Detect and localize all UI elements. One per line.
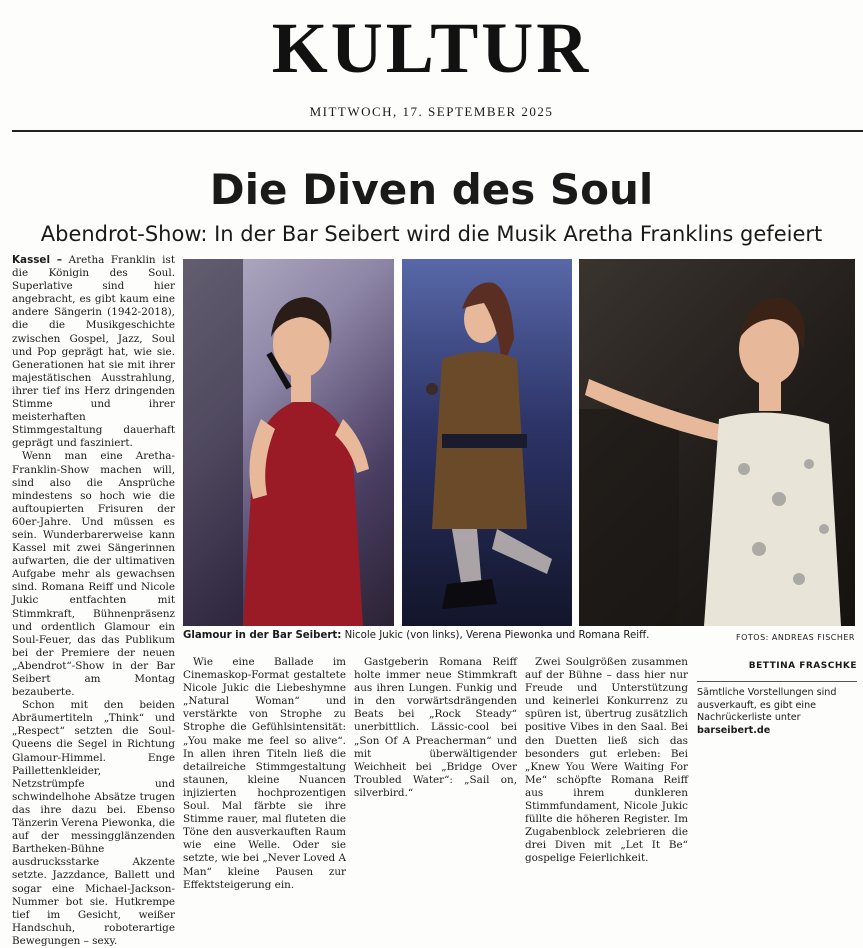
caption-text: Nicole Jukic (von links), Verena Piewonka und Romana Reiff. [344,630,650,641]
article-author: BETTINA FRASCHKE [748,661,857,671]
article-column-1 [12,254,175,948]
singer-red-dress-illustration [183,259,394,626]
paragraph [12,254,175,450]
article-column-4 [525,656,688,866]
photo-caption [183,629,855,647]
photo-romana-reiff [579,259,855,626]
paragraph-text: Schon mit den beiden Abräumertiteln „Think“ und „Respect“ setzten die Soul-Queens die Segel in Richtung Glamour-Himmel. Enge Paillettenkleider, Netzstrümpfe und schwindelhohe Absätze trugen das ihre dazu bei. Ebenso Tänzerin Verena Piewonka, die auf der messingglänzenden Bartheken-Bühne ausdrucksstarke Akzente setzte. Jazzdance, Ballett und sogar eine Michael-Jackson-Nummer bot sie. Hutkrempe tief im Gesicht, weißer Handschuh, roboterartige Bewegungen – sexy. [12,699,175,947]
note-divider [697,681,857,682]
paragraph [12,699,175,948]
photo-verena-piewonka [402,259,572,626]
dateline: Kassel – [12,254,63,266]
paragraph: Wenn man eine Aretha-Franklin-Show machen will, sind also die Ansprüche mindestens so hoch wie die auftoupierten Frisuren der 60er-Jahre. Und müssen es sein. Wunderbarerweise kann Kassel mit zwei Sängerinnen aufwarten, die der ultimativen Aufgabe mehr als gewachsen sind. Romana Reiff und Nicole Jukic entfachten mit Stimmkraft, Bühnenpräsenz und ordentlich Glamour ein Soul-Feuer, das das Publikum bei der Premiere der neuen „Abendrot“-Show in der Bar Seibert am Montag bezauberte. [12,450,175,699]
masthead-rule [12,130,863,132]
article-column-5 [697,656,857,737]
photo-nicole-jukic [183,259,394,626]
note-link[interactable]: barseibert.de [697,724,771,736]
paragraph-text: Aretha Franklin ist die Königin des Soul. Superlative sind hier angebracht, es gibt kaum eine andere Sängerin (1942-2018), die die Musikgeschichte zwischen Gospel, Jazz, Soul und Pop geprägt hat, wie sie. Generationen hat sie mit ihrer majestätischen Ausstrahlung, ihrer tief ins Herz dringenden Stimme und ihrer meisterhaften Stimmgestaltung dauerhaft geprägt und fasziniert. [12,254,175,450]
ticket-note [697,687,857,737]
article-subhead: Abendrot-Show: In der Bar Seibert wird die Musik Aretha Franklins gefeiert [40,222,823,246]
paragraph: Gastgeberin Romana Reiff holte immer neue Stimmkraft aus ihren Lungen. Funkig und in den vorwärtsdrängenden Beats bei „Rock Steady“ unerbittlich. Lässic-cool bei „Son Of A Preacherman“ und mit überwältigender Weichheit bei „Bridge Over Troubled Water“: „Sail on, silverbird.“ [354,656,517,799]
caption-lead: Glamour in der Bar Seibert: [183,630,342,641]
dancer-leopard-illustration [402,259,572,626]
article-column-3 [354,656,517,800]
photo-credit: FOTOS: ANDREAS FISCHER [736,633,855,642]
paragraph: Wie eine Ballade im Cinemaskop-Format gestaltete Nicole Jukic die Liebeshymne „Natural Woman“ und verstärkte von Strophe zu Strophe die Gefühlsintensität: „You make me feel so alive“. In allen ihren Titeln ließ die detailreiche Stimmgestaltung staunen, kleine Nuancen injizierten hochprozentigen Soul. Mal färbte sie ihre Stimme rauer, mal fluteten die Töne den ausverkauften Raum wie eine Welle. Oder sie setzte, wie bei „Never Loved A Man“ kleine Pausen zur Effektsteigerung ein. [183,656,346,891]
article-column-2 [183,656,346,892]
singer-white-dress-illustration [579,259,855,626]
paragraph: Zwei Soulgrößen zusammen auf der Bühne – dass hier nur Freude und Unterstützung und keinerlei Konkurrenz zu spüren ist, übertrug zusätzlich positive Vibes in den Saal. Bei den Duetten ließ sich das besonders gut erleben: Bei „Knew You Were Waiting For Me“ schöpfte Romana Reiff aus ihrem dunkleren Stimmfundament, Nicole Jukic füllte die höheren Register. Im Zugabenblock zelebrieren die drei Diven mit „Let It Be“ gospelige Feierlichkeit. [525,656,688,865]
note-text: Sämtliche Vorstellungen sind ausverkauft, es gibt eine Nachrückerliste unter [697,687,837,724]
article-headline: Die Diven des Soul [209,165,654,214]
section-masthead: KULTUR [271,8,592,88]
issue-date: MITTWOCH, 17. SEPTEMBER 2025 [309,104,554,119]
